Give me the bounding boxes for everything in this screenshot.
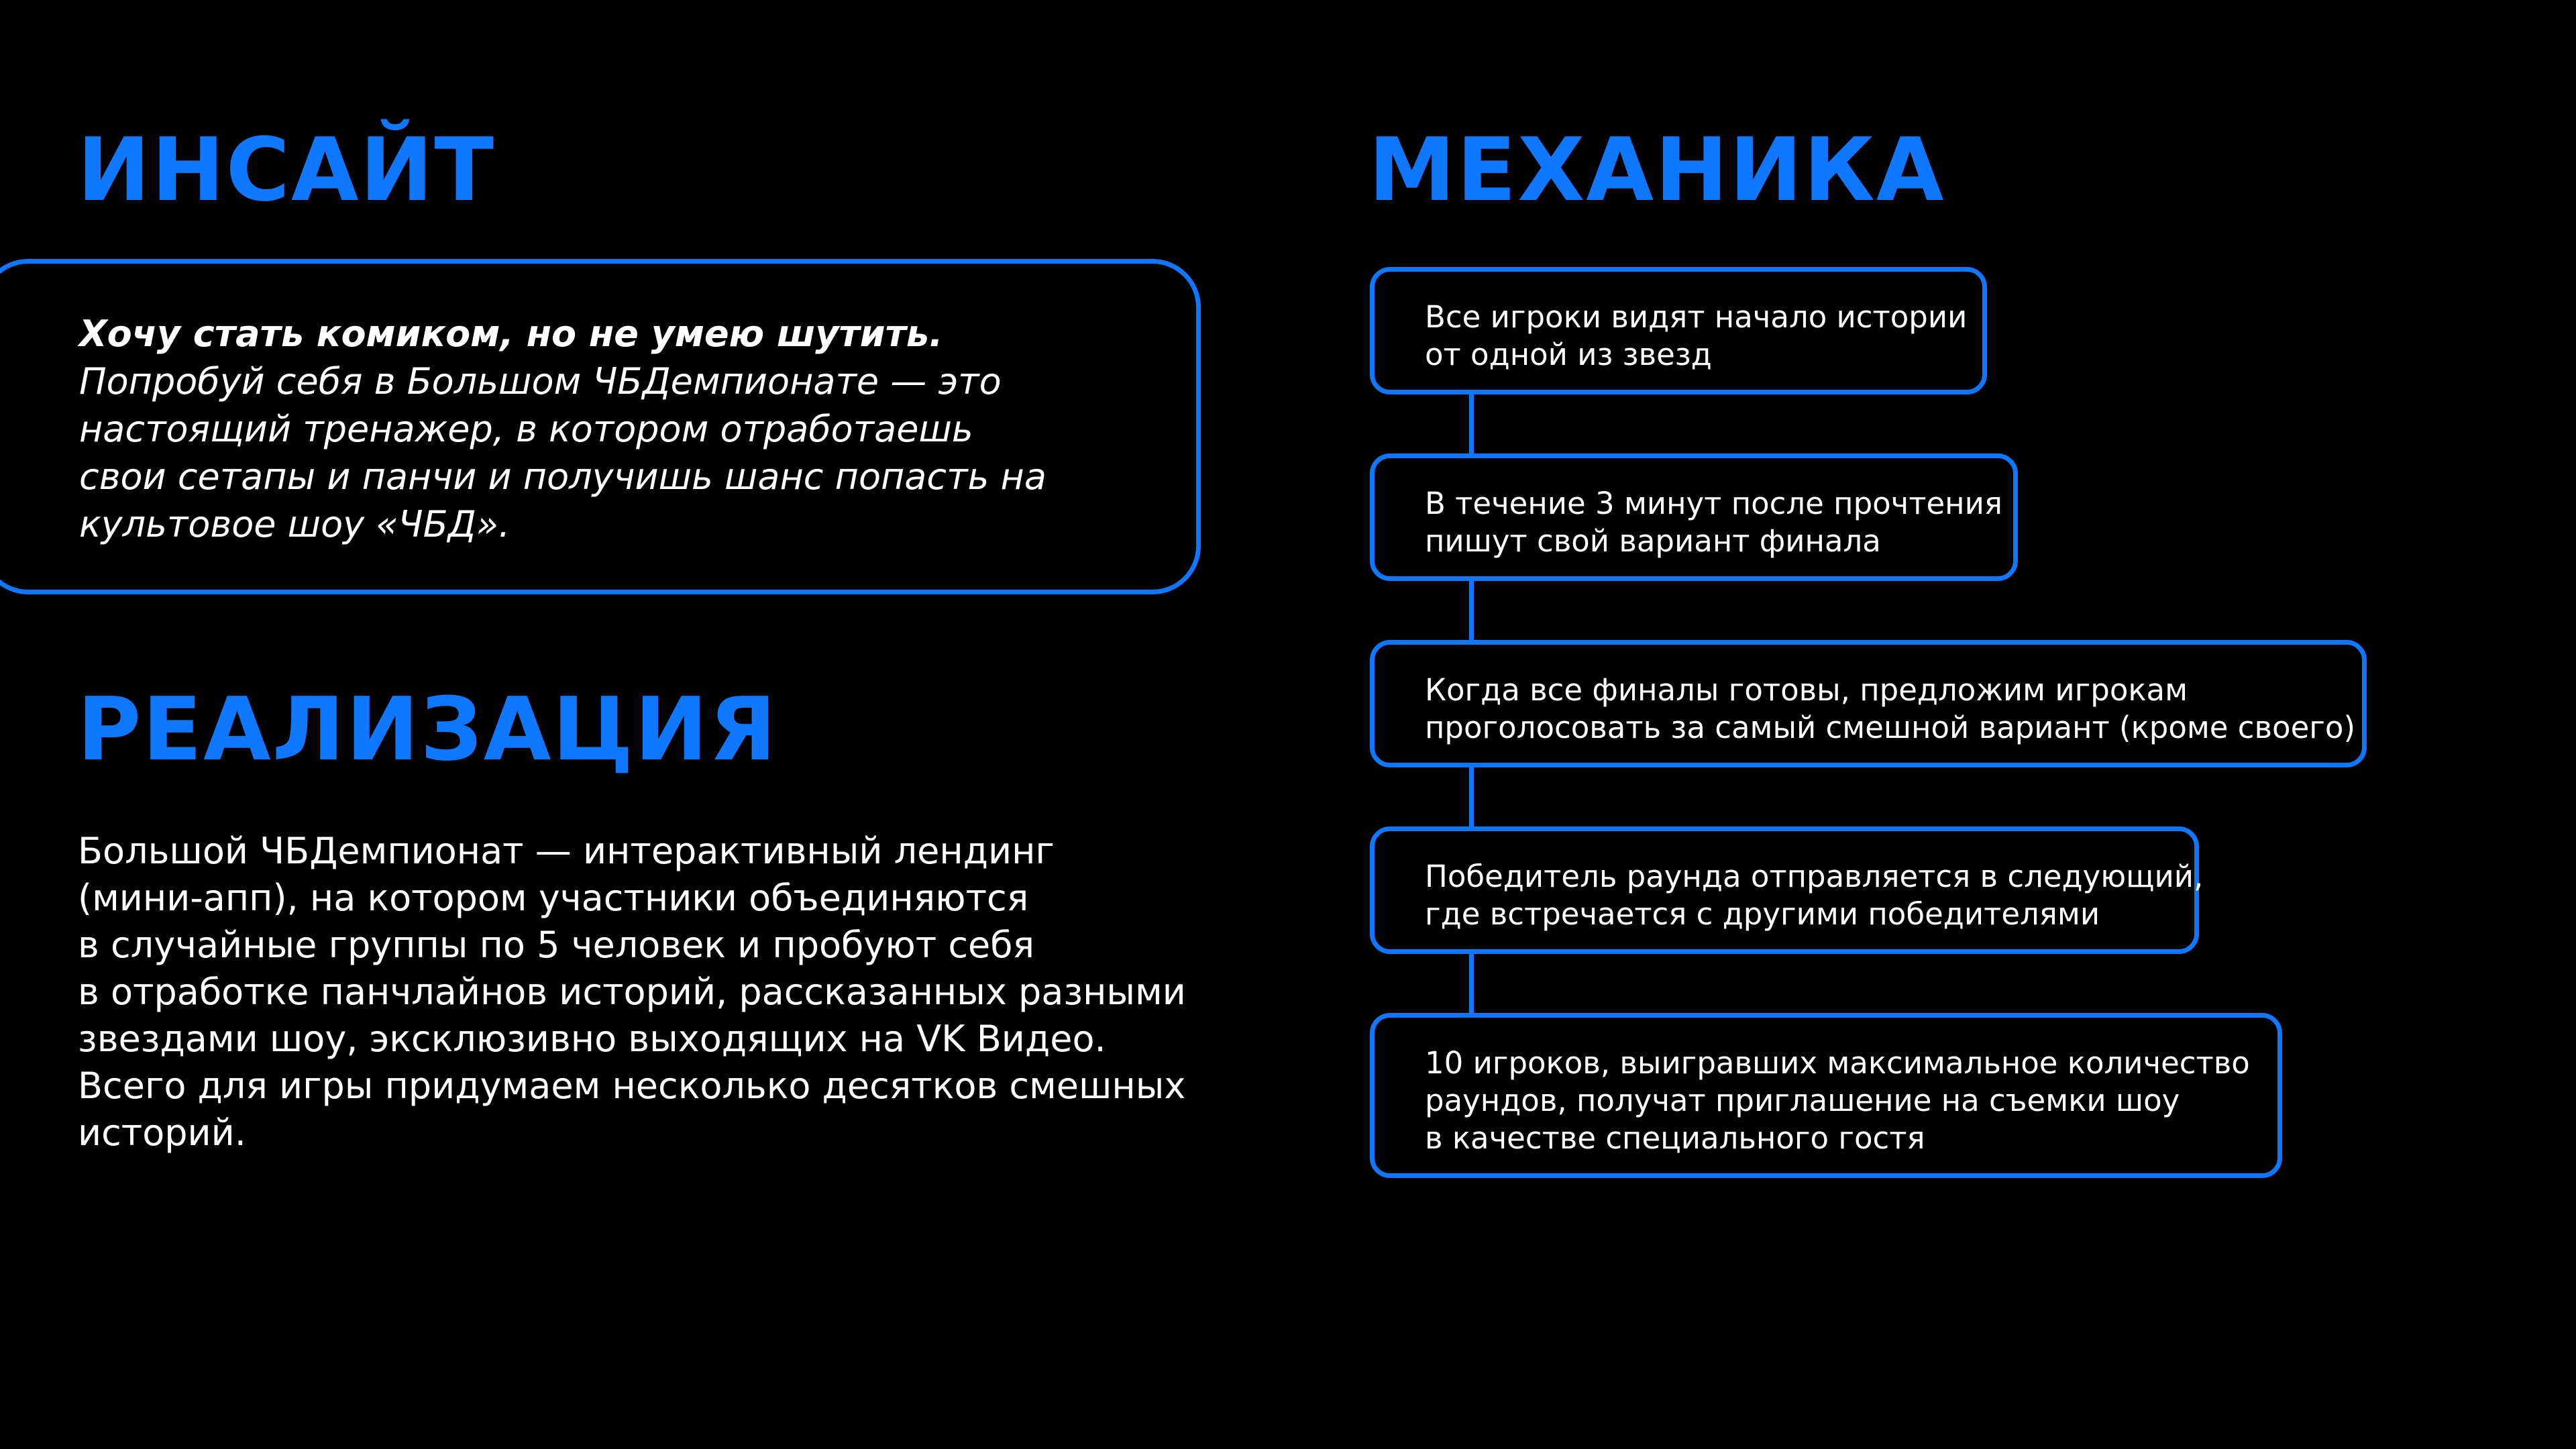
mechanics-step-1 bbox=[1370, 267, 1987, 394]
step-line: В течение 3 минут после прочтения bbox=[1425, 486, 2002, 521]
step-line: раундов, получат приглашение на съемки шоу bbox=[1425, 1083, 2180, 1118]
step-line: Победитель раунда отправляется в следующий, bbox=[1425, 859, 2204, 894]
insight-text bbox=[79, 310, 1179, 548]
realization-text bbox=[78, 828, 1218, 1157]
step-line: 10 игроков, выигравших максимальное количество bbox=[1425, 1045, 2250, 1081]
realization-line: Большой ЧБДемпионат — интерактивный лендинг bbox=[78, 830, 1055, 872]
insight-bold-line: Хочу стать комиком, но не умею шутить. bbox=[79, 313, 943, 355]
step-line: где встречается с другими победителями bbox=[1425, 896, 2100, 932]
step-line: Когда все финалы готовы, предложим игрокам bbox=[1425, 672, 2188, 708]
insight-line: Попробуй себя в Большом ЧБДемпионате — это bbox=[79, 360, 1002, 402]
realization-heading: РЕАЛИЗАЦИЯ bbox=[77, 678, 777, 780]
step-line: от одной из звезд bbox=[1425, 337, 1712, 372]
step-line: в качестве специального гостя bbox=[1425, 1120, 1925, 1156]
insight-line: настоящий тренажер, в котором отработаешь bbox=[79, 408, 973, 450]
mechanics-step-3 bbox=[1370, 640, 2367, 767]
mechanics-step-4 bbox=[1370, 826, 2204, 954]
step-line: пишут свой вариант финала bbox=[1425, 523, 1881, 559]
realization-line: (мини-апп), на котором участники объединяются bbox=[78, 877, 1029, 919]
step-line: Все игроки видят начало истории bbox=[1425, 299, 1968, 335]
insight-line: культовое шоу «ЧБД». bbox=[79, 503, 511, 545]
insight-heading: ИНСАЙТ bbox=[77, 119, 496, 221]
realization-line: Всего для игры придумаем несколько десятков смешных bbox=[78, 1065, 1186, 1107]
realization-line: историй. bbox=[78, 1112, 246, 1154]
mechanics-heading: МЕХАНИКА bbox=[1368, 119, 1945, 221]
step-line: проголосовать за самый смешной вариант (кроме своего) bbox=[1425, 710, 2356, 745]
realization-line: в случайные группы по 5 человек и пробуют себя bbox=[78, 924, 1035, 966]
mechanics-step-5 bbox=[1370, 1013, 2282, 1178]
mechanics-step-2 bbox=[1370, 453, 2018, 581]
realization-line: в отработке панчлайнов историй, рассказанных разными bbox=[78, 971, 1186, 1013]
realization-line: звездами шоу, эксклюзивно выходящих на VK Видео. bbox=[78, 1018, 1106, 1060]
insight-line: свои сетапы и панчи и получишь шанс попасть на bbox=[79, 455, 1046, 498]
